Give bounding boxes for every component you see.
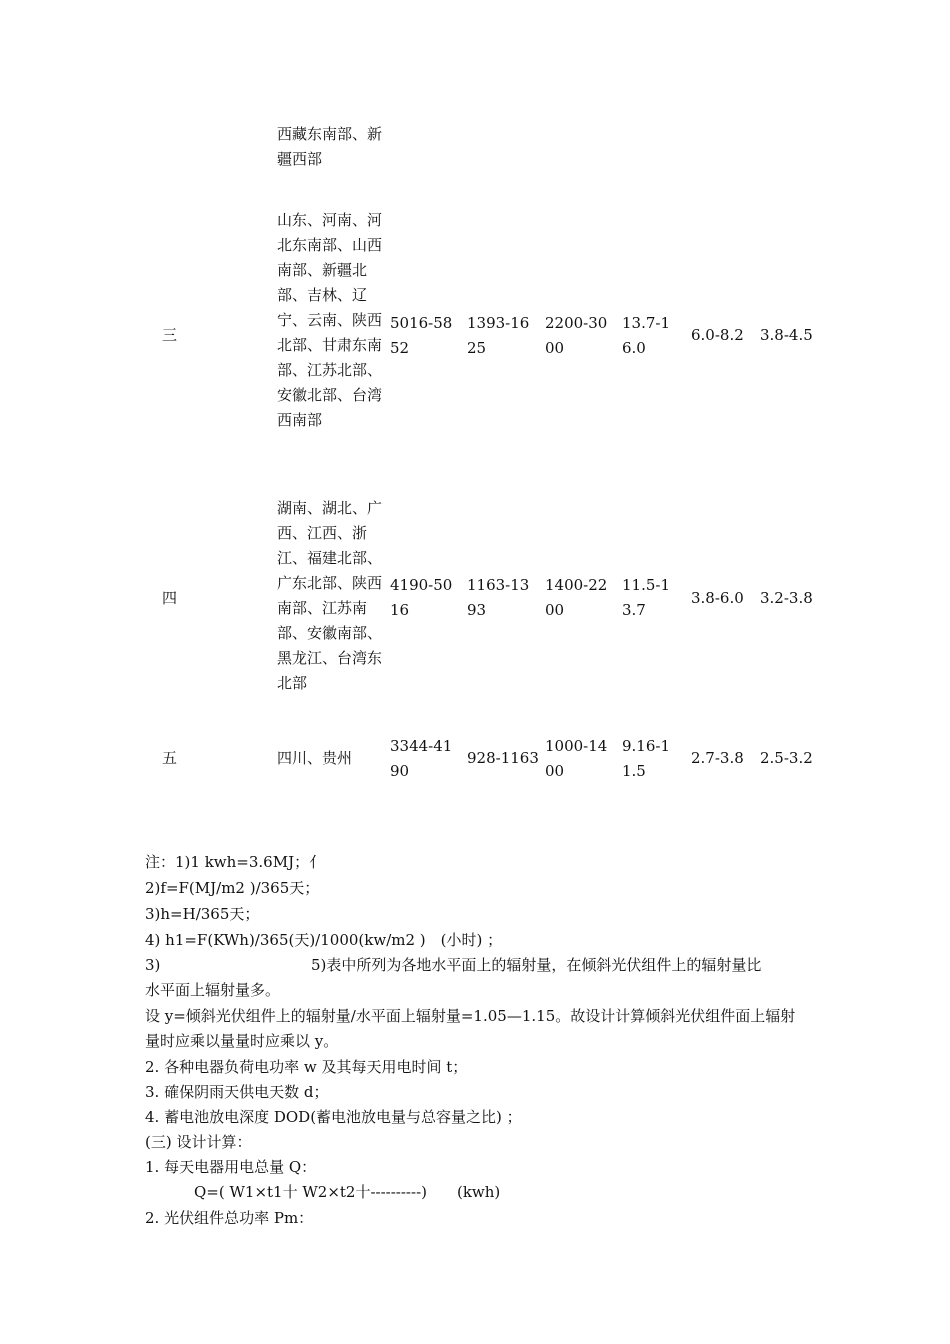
calc-item-1: 1. 每天电器用电总量 Q： [145, 1158, 317, 1176]
table-row-1-col6: 3.8-4.5 [760, 326, 813, 344]
table-row-2-col4: 11.5-13.7 [622, 576, 671, 619]
item-4: 4. 蓄电池放电深度 DOD(蓄电池放电量与总容量之比) ； [145, 1108, 522, 1126]
table-row-1-region: 山东、河南、河北东南部、山西南部、新疆北部、吉林、辽宁、云南、陕西北部、甘肃东南部、江苏北部、安徽北部、台湾西南部 [277, 211, 383, 429]
table-row-1-col1: 5016-5852 [390, 314, 453, 357]
table-row-3-col1: 3344-4190 [390, 737, 453, 780]
table-row-2-col3: 1400-2200 [545, 576, 608, 619]
table-row-1-class: 三 [162, 326, 178, 344]
note-5-continuation: 水平面上辐射量多。 [145, 981, 281, 999]
table-row-2-col5: 3.8-6.0 [691, 589, 744, 607]
table-row-2-region: 湖南、湖北、广西、江西、浙江、福建北部、广东北部、陕西南部、江苏南部、安徽南部、黑龙江、台湾东北部 [277, 499, 383, 692]
note-3: 3)h=H/365天； [145, 905, 260, 923]
table-row-1-col5: 6.0-8.2 [691, 326, 744, 344]
calc-item-2: 2. 光伏组件总功率 Pm： [145, 1209, 314, 1227]
section-heading: (三) 设计计算： [145, 1133, 252, 1151]
table-row-3-col4: 9.16-11.5 [622, 737, 671, 780]
note-5-text: 5)表中所列为各地水平面上的辐射量，在倾斜光伏组件上的辐射量比 [311, 956, 762, 974]
note-5-prefix: 3) [145, 956, 161, 974]
table-row-3-col6: 2.5-3.2 [760, 749, 813, 767]
table-row-3-col2: 928-1163 [467, 749, 539, 767]
table-row-1-col3: 2200-3000 [545, 314, 608, 357]
table-row-2-col1: 4190-5016 [390, 576, 453, 619]
item-3: 3. 確保阴雨天供电天数 d； [145, 1083, 329, 1101]
table-row-3-class: 五 [162, 749, 178, 767]
table-row-2-col6: 3.2-3.8 [760, 589, 813, 607]
note-6-paragraph: 设 y=倾斜光伏组件上的辐射量/水平面上辐射量=1.05—1.15。故设计计算倾斜光伏组件面上辐射量时应乘以量量时应乘以 y。 [145, 1007, 796, 1050]
table-row-2-col2: 1163-1393 [467, 576, 530, 619]
table-row-3-region: 四川、贵州 [277, 749, 353, 767]
table-row-3-col5: 2.7-3.8 [691, 749, 744, 767]
table-row-3-col3: 1000-1400 [545, 737, 608, 780]
note-4: 4) h1=F(KWh)/365(天)/1000(kw/m2 ) (小时) ； [145, 931, 503, 949]
note-1: 注：1)1 kwh=3.6MJ；亻 [145, 853, 325, 871]
table-row-1-col4: 13.7-16.0 [622, 314, 671, 357]
formula-q: Q=( W1×t1十 W2×t2十----------) (kwh) [194, 1183, 501, 1201]
table-row-2-class: 四 [162, 589, 178, 607]
item-2: 2. 各种电器负荷电功率 w 及其每天用电时间 t； [145, 1058, 468, 1076]
table-row-0-region: 西藏东南部、新疆西部 [277, 125, 383, 168]
table-row-1-col2: 1393-1625 [467, 314, 530, 357]
note-2: 2)f=F(MJ/m2 )/365天； [145, 879, 320, 897]
